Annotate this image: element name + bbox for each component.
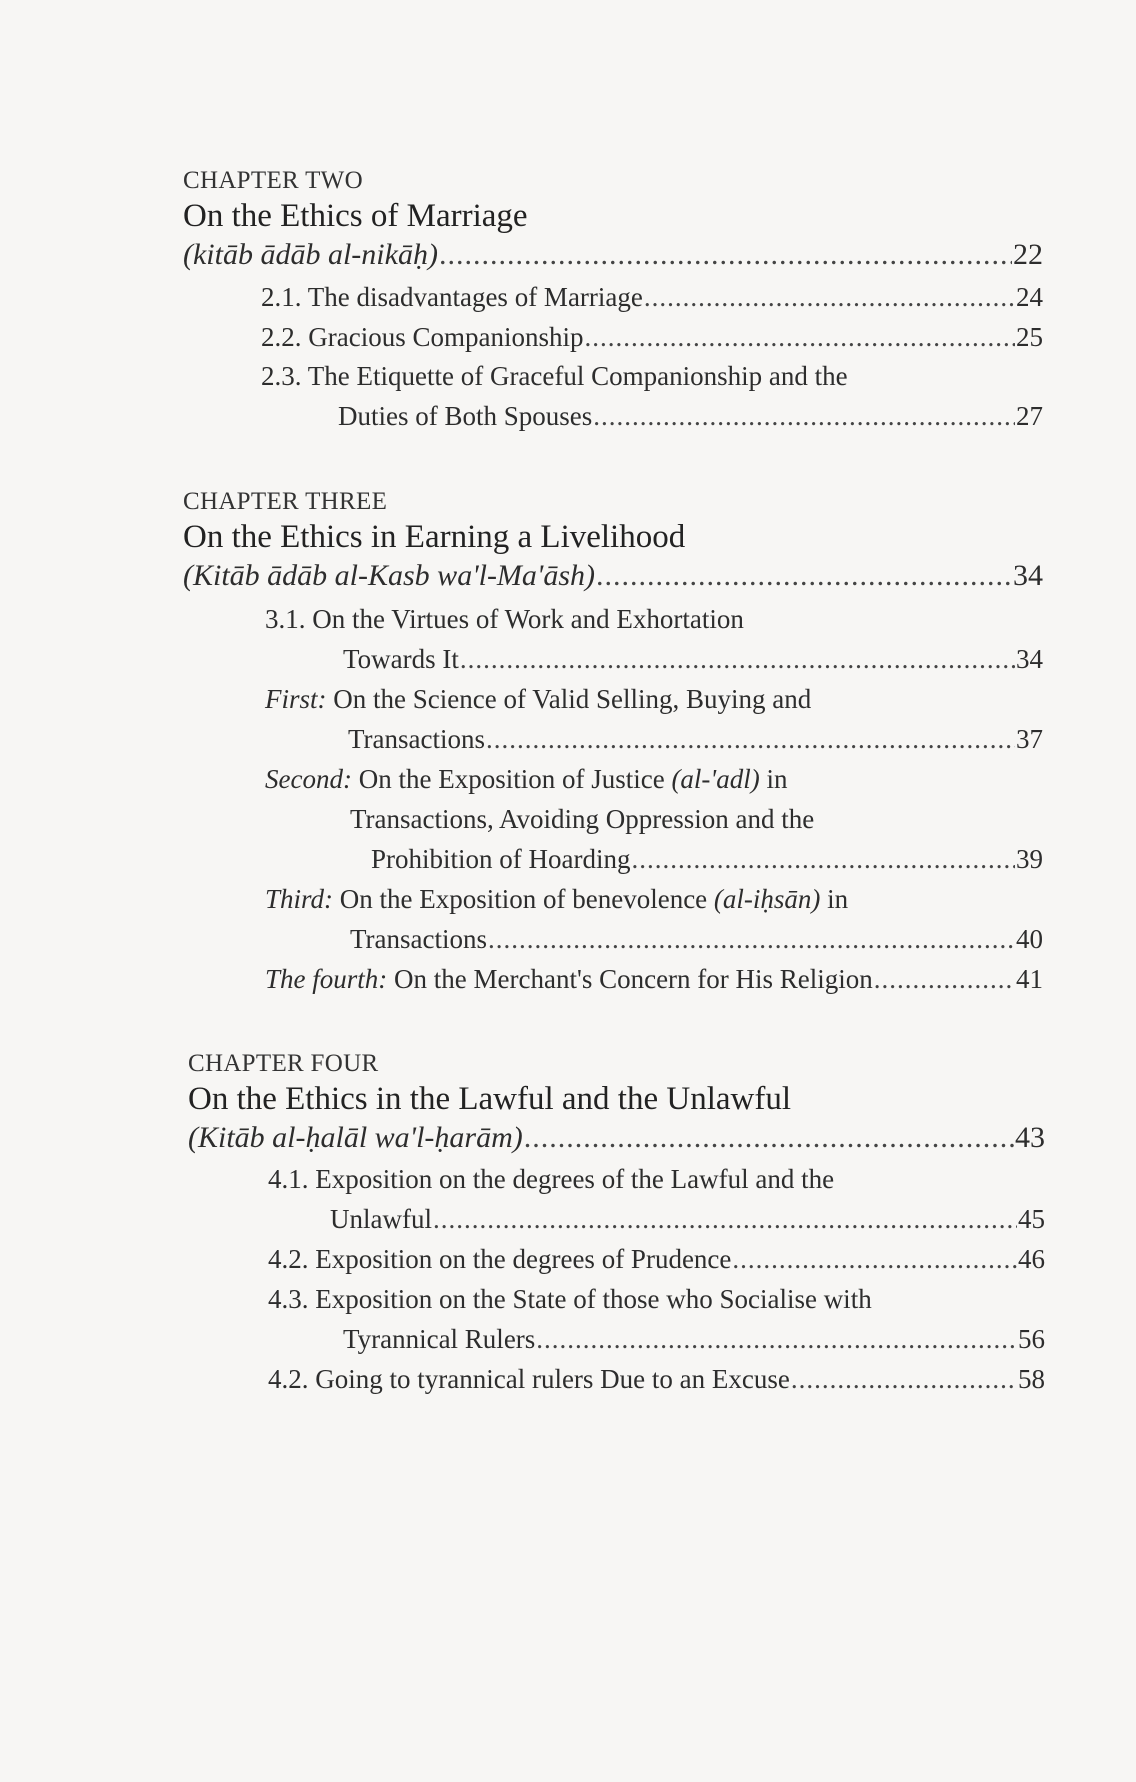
entry-text: Duties of Both Spouses bbox=[338, 401, 593, 431]
leader-dots bbox=[732, 1244, 1017, 1275]
leader-dots bbox=[593, 401, 1015, 432]
entry-page: 25 bbox=[1016, 322, 1043, 352]
entry-text: 4.2. Exposition on the degrees of Prudence bbox=[268, 1244, 732, 1274]
entry-line1-italic: (al-'adl) bbox=[671, 764, 760, 794]
leader-dots bbox=[488, 924, 1015, 955]
entry-text: Transactions bbox=[348, 724, 486, 754]
toc-entry-3-1 bbox=[343, 644, 1043, 675]
entry-prefix: Second: bbox=[265, 764, 352, 794]
leader-dots bbox=[486, 724, 1015, 755]
entry-text: On the Merchant's Concern for His Religion bbox=[387, 964, 873, 994]
entry-page: 58 bbox=[1018, 1364, 1045, 1394]
entry-text: Prohibition of Hoarding bbox=[371, 844, 631, 874]
entry-prefix: The fourth: bbox=[265, 964, 388, 994]
chapter-three-arabic-line bbox=[183, 559, 1043, 593]
chapter-three-label: CHAPTER THREE bbox=[183, 488, 388, 515]
entry-prefix: First: bbox=[265, 684, 327, 714]
toc-entry-third bbox=[350, 924, 1043, 955]
toc-entry-first-line1 bbox=[265, 684, 811, 715]
entry-text: Transactions bbox=[350, 924, 488, 954]
entry-page: 37 bbox=[1016, 724, 1043, 754]
leader-dots bbox=[439, 238, 1012, 272]
entry-line1: On the Science of Valid Selling, Buying and bbox=[326, 684, 812, 714]
leader-dots bbox=[460, 644, 1015, 675]
chapter-four-arabic-line bbox=[188, 1121, 1045, 1155]
toc-entry-4-1 bbox=[330, 1204, 1045, 1235]
entry-text: 4.2. Going to tyrannical rulers Due to an Excuse bbox=[268, 1364, 790, 1394]
leader-dots bbox=[644, 282, 1015, 313]
toc-entry-2-1 bbox=[261, 282, 1043, 313]
leader-dots bbox=[433, 1204, 1017, 1235]
chapter-two-title: On the Ethics of Marriage bbox=[183, 198, 528, 234]
chapter-three-page: 34 bbox=[1013, 559, 1043, 592]
toc-entry-4-3 bbox=[343, 1324, 1045, 1355]
entry-text: Unlawful bbox=[330, 1204, 432, 1234]
toc-entry-2-3-line1: 2.3. The Etiquette of Graceful Companionship and the bbox=[261, 361, 848, 391]
toc-entry-second-line2: Transactions, Avoiding Oppression and the bbox=[350, 804, 815, 834]
chapter-two-label: CHAPTER TWO bbox=[183, 167, 363, 194]
entry-page: 24 bbox=[1016, 282, 1043, 312]
entry-page: 39 bbox=[1016, 844, 1043, 874]
entry-line1: On the Exposition of benevolence bbox=[333, 884, 714, 914]
leader-dots bbox=[596, 559, 1012, 593]
toc-entry-3-1-line1: 3.1. On the Virtues of Work and Exhortation bbox=[265, 604, 744, 634]
entry-page: 40 bbox=[1016, 924, 1043, 954]
chapter-four-page: 43 bbox=[1015, 1121, 1045, 1154]
leader-dots bbox=[524, 1121, 1014, 1155]
entry-page: 34 bbox=[1016, 644, 1043, 674]
leader-dots bbox=[874, 964, 1015, 995]
toc-entry-third-line1 bbox=[265, 884, 848, 915]
entry-line1-end: in bbox=[759, 764, 788, 794]
entry-page: 27 bbox=[1016, 401, 1043, 431]
entry-text: 2.2. Gracious Companionship bbox=[261, 322, 584, 352]
leader-dots bbox=[536, 1324, 1017, 1355]
chapter-four-label: CHAPTER FOUR bbox=[188, 1050, 379, 1077]
entry-text: 2.1. The disadvantages of Marriage bbox=[261, 282, 643, 312]
chapter-two-page: 22 bbox=[1013, 238, 1043, 271]
entry-text: Towards It bbox=[343, 644, 459, 674]
entry-prefix: Third: bbox=[265, 884, 334, 914]
leader-dots bbox=[584, 322, 1015, 353]
chapter-two-arabic-line bbox=[183, 238, 1043, 272]
toc-entry-2-3 bbox=[338, 401, 1043, 432]
toc-entry-second-line1 bbox=[265, 764, 787, 795]
toc-entry-4-1-line1: 4.1. Exposition on the degrees of the Lawful and the bbox=[268, 1164, 835, 1194]
chapter-two-arabic: (kitāb ādāb al-nikāḥ) bbox=[183, 238, 438, 271]
toc-entry-4-3-line1: 4.3. Exposition on the State of those who Socialise with bbox=[268, 1284, 872, 1314]
leader-dots bbox=[791, 1364, 1017, 1395]
entry-line1-end: in bbox=[820, 884, 849, 914]
chapter-three-title: On the Ethics in Earning a Livelihood bbox=[183, 519, 686, 555]
entry-line1-italic: (al-iḥsān) bbox=[713, 884, 821, 914]
chapter-four-title: On the Ethics in the Lawful and the Unlawful bbox=[188, 1081, 792, 1117]
toc-entry-fourth bbox=[265, 964, 1043, 995]
entry-page: 56 bbox=[1018, 1324, 1045, 1354]
toc-entry-4-2 bbox=[268, 1244, 1045, 1275]
chapter-three-arabic: (Kitāb ādāb al-Kasb wa'l-Ma'āsh) bbox=[183, 559, 596, 592]
chapter-four-arabic: (Kitāb al-ḥalāl wa'l-ḥarām) bbox=[188, 1121, 523, 1154]
entry-line1: On the Exposition of Justice bbox=[351, 764, 672, 794]
leader-dots bbox=[631, 844, 1015, 875]
toc-entry-second bbox=[371, 844, 1043, 875]
entry-page: 41 bbox=[1016, 964, 1043, 994]
entry-page: 45 bbox=[1018, 1204, 1045, 1234]
toc-entry-2-2 bbox=[261, 322, 1043, 353]
toc-entry-first bbox=[348, 724, 1043, 755]
toc-entry-4-2b bbox=[268, 1364, 1045, 1395]
entry-text: Tyrannical Rulers bbox=[343, 1324, 536, 1354]
entry-page: 46 bbox=[1018, 1244, 1045, 1274]
